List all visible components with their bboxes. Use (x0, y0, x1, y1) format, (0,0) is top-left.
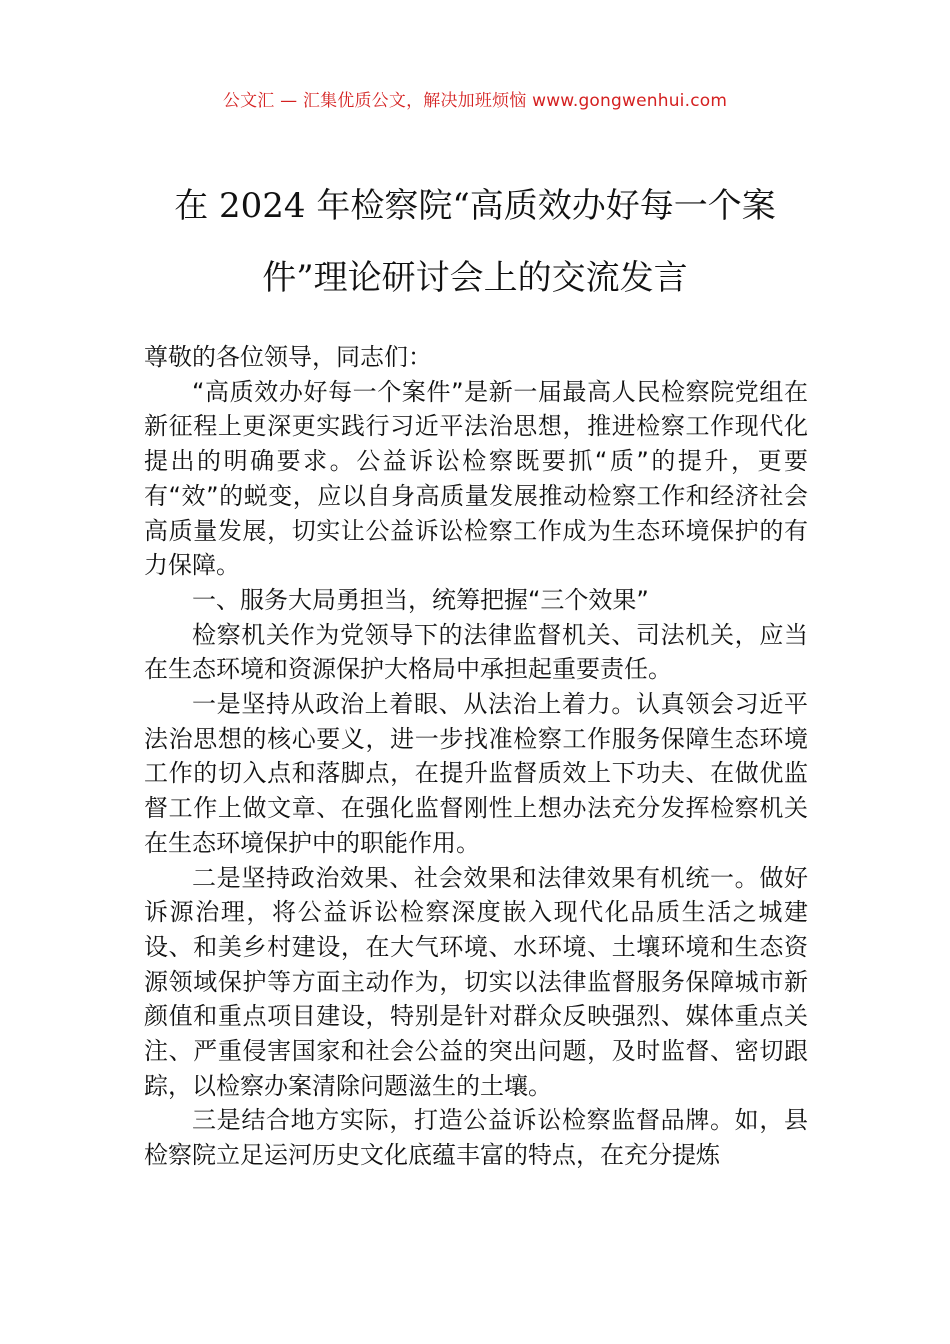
salutation: 尊敬的各位领导，同志们： (144, 343, 432, 371)
paragraph: 一是坚持从政治上着眼、从法治上着力。认真领会习近平法治思想的核心要义，进一步找准检察工作服务保障生态环境工作的切入点和落脚点，在提升监督质效上下功夫、在做优监督工作上做文章、在强化监督刚性上想办法充分发挥检察机关在生态环境保护中的职能作用。 (144, 690, 808, 857)
paragraph: “高质效办好每一个案件”是新一届最高人民检察院党组在新征程上更深更实践行习近平法治思想，推进检察工作现代化提出的明确要求。公益诉讼检察既要抓“质”的提升，更要有“效”的蜕变，应以自身高质量发展推动检察工作和经济社会高质量发展，切实让公益诉讼检察工作成为生态环境保护的有力保障。 (144, 377, 808, 580)
paragraph: 检察机关作为党领导下的法律监督机关、司法机关，应当在生态环境和资源保护大格局中承担起重要责任。 (144, 620, 808, 684)
header-banner: 公文汇 — 汇集优质公文，解决加班烦恼 www.gongwenhui.com (222, 91, 728, 111)
title-line-1: 在 2024 年检察院“高质效办好每一个案 (174, 186, 776, 226)
paragraph: 三是结合地方实际，打造公益诉讼检察监督品牌。如，县检察院立足运河历史文化底蕴丰富的特点，在充分提炼 (144, 1106, 808, 1170)
paragraph: 二是坚持政治效果、社会效果和法律效果有机统一。做好诉源治理，将公益诉讼检察深度嵌入现代化品质生活之城建设、和美乡村建设，在大气环境、水环境、土壤环境和生态资源领域保护等方面主动作为，切实以法律监督服务保障城市新颜值和重点项目建设，特别是针对群众反映强烈、媒体重点关注、严重侵害国家和社会公益的突出问题，及时监督、密切跟踪，以检察办案清除问题滋生的土壤。 (144, 863, 808, 1100)
title-line-2: 件”理论研讨会上的交流发言 (262, 258, 688, 298)
document-body (144, 340, 808, 1173)
document-title (150, 170, 800, 314)
section-heading: 一、服务大局勇担当，统筹把握“三个效果” (192, 585, 649, 614)
